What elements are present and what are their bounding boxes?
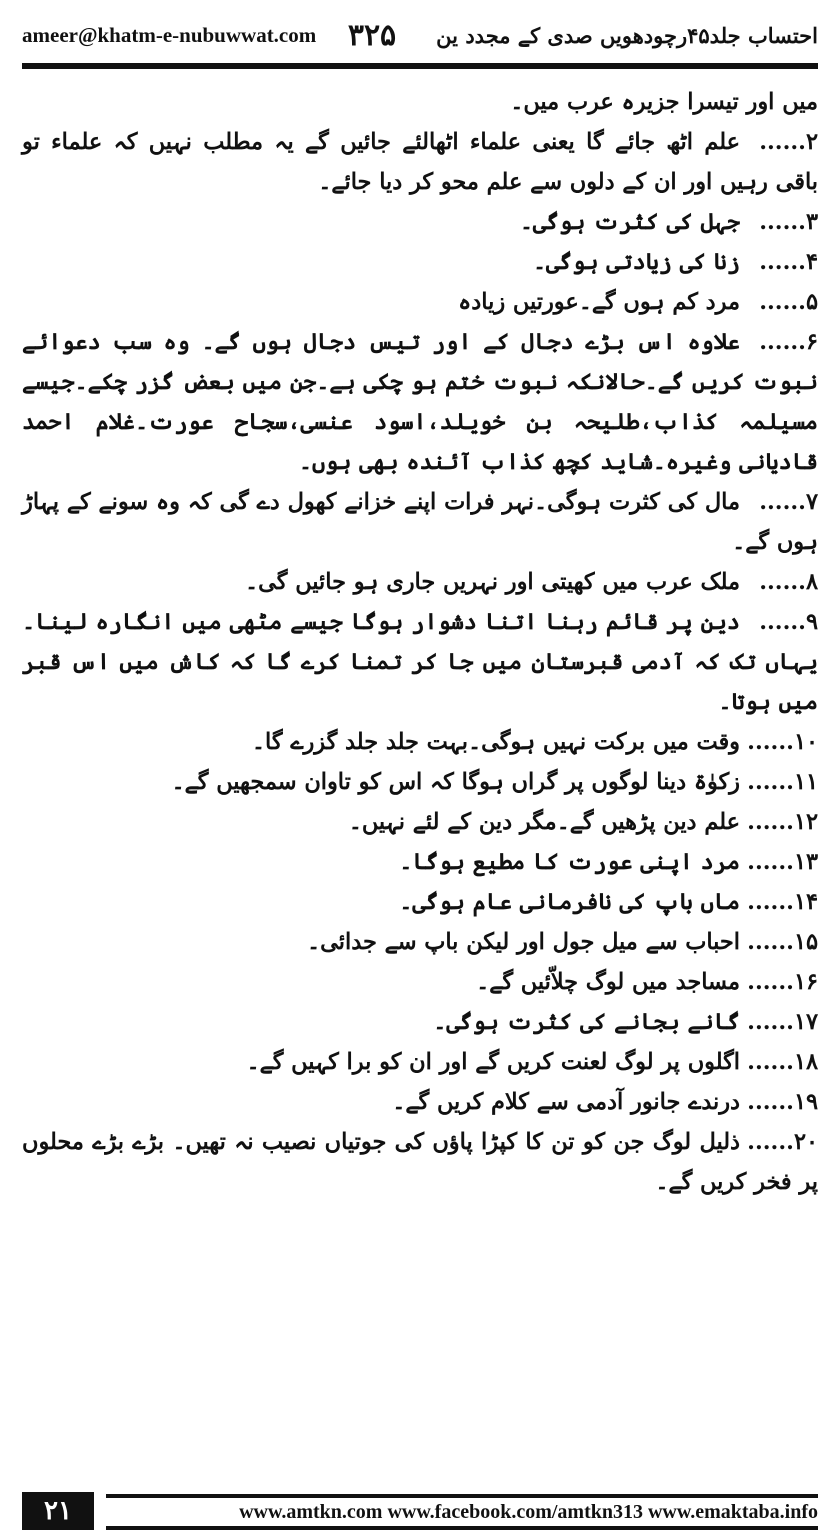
item-text: احباب سے میل جول اور لیکن باپ سے جدائی۔ bbox=[306, 929, 740, 955]
list-item bbox=[22, 1042, 818, 1082]
list-item bbox=[22, 1122, 818, 1202]
list-item bbox=[22, 122, 818, 202]
header-right bbox=[348, 18, 818, 53]
item-number: ۱۰...... bbox=[747, 729, 818, 755]
list-item bbox=[22, 562, 818, 602]
item-text: مرد اپنی عورت کا مطیع ہوگا۔ bbox=[399, 849, 740, 875]
item-number: ۱۹...... bbox=[747, 1089, 818, 1115]
header-page-number: ۳۲۵ bbox=[347, 17, 397, 53]
item-text: اگلوں پر لوگ لعنت کریں گے اور ان کو برا کہیں گے۔ bbox=[246, 1049, 740, 1075]
list-item bbox=[22, 322, 818, 482]
item-text: زکوٰۃ دینا لوگوں پر گراں ہوگا کہ اس کو تاوان سمجھیں گے۔ bbox=[171, 769, 740, 795]
footer-links: www.amtkn.com www.facebook.com/amtkn313 www.emaktaba.info bbox=[239, 1501, 818, 1523]
item-text: گانے بجانے کی کثرت ہوگی۔ bbox=[433, 1009, 740, 1035]
item-text: ملک عرب میں کھیتی اور نہریں جاری ہو جائیں گی۔ bbox=[245, 569, 740, 595]
item-text: درندے جانور آدمی سے کلام کریں گے۔ bbox=[392, 1089, 740, 1115]
list-item bbox=[22, 922, 818, 962]
book-title: احتساب جلد۴۵رچودھویں صدی کے مجدد ین bbox=[436, 22, 818, 48]
item-number: ۱۱...... bbox=[747, 769, 818, 795]
item-text: زنا کی زیادتی ہوگی۔ bbox=[532, 249, 740, 275]
item-number: ۱۳...... bbox=[747, 849, 818, 875]
item-number: ۱۷...... bbox=[747, 1009, 818, 1035]
list-item bbox=[22, 842, 818, 882]
list-item bbox=[22, 482, 818, 562]
list-item bbox=[22, 722, 818, 762]
footer-rule-top bbox=[106, 1494, 818, 1498]
item-number: ۱۸...... bbox=[747, 1049, 818, 1075]
item-number: ۷...... bbox=[759, 489, 818, 515]
list-item bbox=[22, 202, 818, 242]
item-text: ماں باپ کی نافرمانی عام ہوگی۔ bbox=[399, 889, 740, 915]
item-text: علاوہ اس بڑے دجال کے اور تیس دجال ہوں گے۔ وہ سب دعوائے نبوت کریں گے۔حالانکہ نبوت ختم ہو چکی ہے۔جن میں بعض گزر چکے۔جیسے مسیلمہ کذاب،طلیحہ بن خویلد،اسود عنسی،سجاح عورت۔غلام احمد قادیانی وغیرہ۔شاید کچھ کذاب آئندہ بھی ہوں۔ bbox=[22, 329, 818, 475]
item-number: ۱۲...... bbox=[747, 809, 818, 835]
list-item bbox=[22, 762, 818, 802]
item-text: جہل کی کثرت ہوگی۔ bbox=[519, 209, 740, 235]
item-text: مال کی کثرت ہوگی۔نہر فرات اپنے خزانے کھول دے گی کہ وہ سونے کے پہاڑ ہوں گے۔ bbox=[22, 489, 818, 555]
list-item bbox=[22, 1082, 818, 1122]
list-item bbox=[22, 1002, 818, 1042]
item-number: ۱۶...... bbox=[747, 969, 818, 995]
item-text: علم دین پڑھیں گے۔مگر دین کے لئے نہیں۔ bbox=[348, 809, 740, 835]
item-number: ۴...... bbox=[759, 249, 818, 275]
list-item bbox=[22, 282, 818, 322]
header-rule bbox=[22, 63, 818, 69]
item-text: وقت میں برکت نہیں ہوگی۔بہت جلد جلد گزرے گا۔ bbox=[251, 729, 740, 755]
item-number: ۵...... bbox=[759, 289, 818, 315]
item-number: ۶...... bbox=[759, 329, 818, 355]
item-number: ۱۵...... bbox=[747, 929, 818, 955]
item-number: ۳...... bbox=[759, 209, 818, 235]
item-number: ۲۰...... bbox=[747, 1129, 818, 1155]
item-text: مساجد میں لوگ چلاّئیں گے۔ bbox=[476, 969, 740, 995]
item-text: مرد کم ہوں گے۔عورتیں زیادہ bbox=[458, 289, 740, 315]
page-body bbox=[22, 82, 818, 1457]
list-item bbox=[22, 602, 818, 722]
item-number: ۲...... bbox=[759, 129, 818, 155]
list-item bbox=[22, 882, 818, 922]
item-number: ۹...... bbox=[759, 609, 818, 635]
item-number: ۸...... bbox=[759, 569, 818, 595]
footer-rule-bottom bbox=[106, 1526, 818, 1530]
page-footer bbox=[22, 1492, 818, 1530]
list-item bbox=[22, 242, 818, 282]
page-header bbox=[22, 12, 818, 58]
item-text: علم اٹھ جائے گا یعنی علماء اٹھالئے جائیں گے یہ مطلب نہیں کہ علماء تو باقی رہیں اور ان کے دلوں سے علم محو کر دیا جائے۔ bbox=[22, 129, 818, 195]
item-number: ۱۴...... bbox=[747, 889, 818, 915]
item-text: دین پر قائم رہنا اتنا دشوار ہوگا جیسے مٹھی میں انگارہ لینا۔ یہاں تک کہ آدمی قبرستان میں جا کر تمنا کرے گا کہ کاش میں اس قبر میں ہوتا۔ bbox=[22, 609, 818, 715]
intro-line: میں اور تیسرا جزیرہ عرب میں۔ bbox=[510, 89, 818, 115]
item-text: ذلیل لوگ جن کو تن کا کپڑا پاؤں کی جوتیاں نصیب نہ تھیں۔ بڑے بڑے محلوں پر فخر کریں گے۔ bbox=[22, 1129, 818, 1195]
header-email: ameer@khatm-e-nubuwwat.com bbox=[22, 22, 317, 47]
list-item bbox=[22, 962, 818, 1002]
list-item bbox=[22, 802, 818, 842]
footer-page-number: ۲۱ bbox=[22, 1492, 94, 1530]
